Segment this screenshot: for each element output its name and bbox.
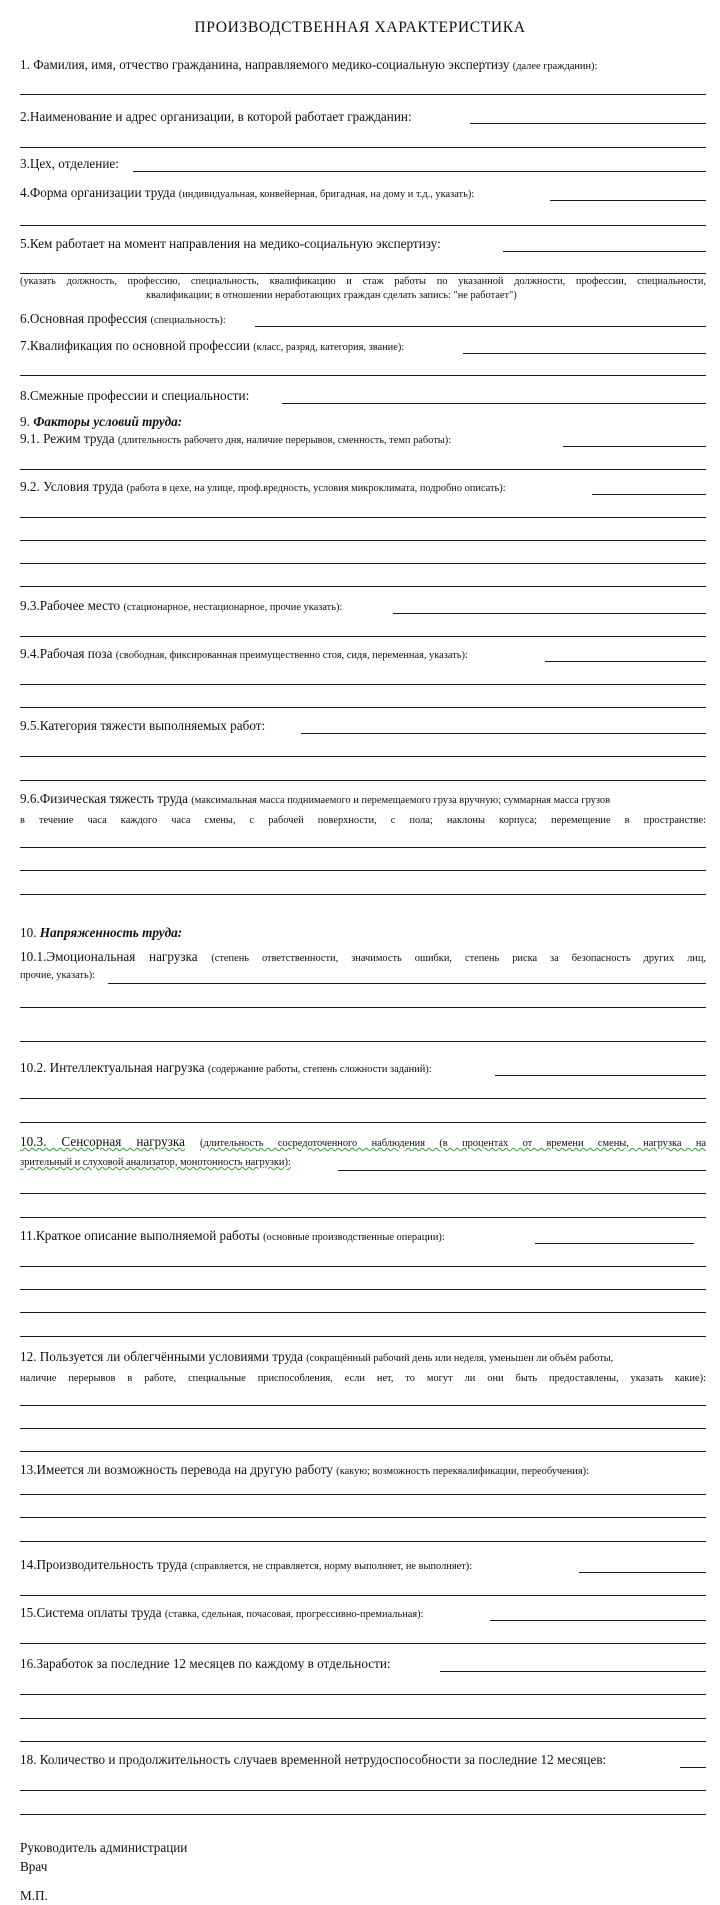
field-11-line-1[interactable] [20, 1266, 706, 1267]
field-11-line-4[interactable] [20, 1336, 706, 1337]
field-14-line[interactable] [20, 1595, 706, 1596]
field-12-line-2[interactable] [20, 1428, 706, 1429]
field-9-2-line-3[interactable] [20, 563, 706, 564]
field-16-line-inline[interactable] [440, 1671, 706, 1672]
field-5-note-1: (указать должность, профессию, специальность, квалификацию и стаж работы по указанной должности, профессии, специальности, [20, 276, 706, 287]
field-8-line-inline[interactable] [282, 403, 706, 404]
field-13-text: 13.Имеется ли возможность перевода на другую работу [20, 1462, 333, 1477]
field-15-text: 15.Система оплаты труда [20, 1605, 162, 1620]
field-10-2-line-inline[interactable] [495, 1075, 706, 1076]
field-9-4-line-inline[interactable] [545, 661, 706, 662]
field-9-3-line[interactable] [20, 636, 706, 637]
signature-doctor-label: Врач [20, 1859, 48, 1874]
field-12-line-1[interactable] [20, 1405, 706, 1406]
field-18-line-1[interactable] [20, 1790, 706, 1791]
field-9-2-line-4[interactable] [20, 586, 706, 587]
field-9-6-line-2[interactable] [20, 870, 706, 871]
field-12-label [20, 1349, 613, 1367]
field-9-6-line-1[interactable] [20, 847, 706, 848]
field-14-note: (справляется, не справляется, норму выполняет, не выполняет): [190, 1561, 473, 1572]
field-10-2-line-1[interactable] [20, 1098, 706, 1099]
signature-head-label: Руководитель администрации [20, 1840, 188, 1855]
field-2-line[interactable] [20, 147, 706, 148]
field-14-label [20, 1557, 472, 1575]
field-1-note: (далее гражданин): [512, 61, 598, 72]
field-9-6-line-3[interactable] [20, 894, 706, 895]
field-4-label [20, 185, 474, 203]
field-12-note-2: наличие перерывов в работе, специальные приспособления, если нет, то могут ли они быть предоставлены, указать какие): [20, 1373, 706, 1384]
field-11-line-2[interactable] [20, 1289, 706, 1290]
field-10-3-note: (длительность сосредоточенного наблюдения (в процентах от времени смены, нагрузка на [200, 1138, 707, 1149]
field-12-text: 12. Пользуется ли облегчёнными условиями труда [20, 1349, 303, 1364]
field-10-3-note-2-text: зрительный и слуховой анализатор, монотонность нагрузки): [20, 1157, 291, 1168]
field-6-text: 6.Основная профессия [20, 311, 148, 326]
field-10-3-line-2[interactable] [20, 1217, 706, 1218]
field-4-line-inline[interactable] [550, 200, 706, 201]
field-10-1-line-1[interactable] [20, 1007, 706, 1008]
field-9-5-line-inline[interactable] [301, 733, 706, 734]
field-15-label [20, 1605, 423, 1623]
field-11-text: 11.Краткое описание выполняемой работы [20, 1228, 260, 1243]
field-9-6-note-2: в течение часа каждого часа смены, с рабочей поверхности, с пола; наклоны корпуса; перемещение в пространстве: [20, 815, 706, 826]
field-10-1-note: (степень ответственности, значимость ошибки, степень риска за безопасность других лиц, [211, 953, 707, 964]
field-5-note-2: квалификации; в отношении неработающих граждан сделать запись: "не работает") [146, 290, 517, 301]
field-12-line-3[interactable] [20, 1451, 706, 1452]
section-9-number: 9. [20, 414, 30, 429]
section-9-title: Факторы условий труда: [33, 414, 183, 429]
field-11-line-3[interactable] [20, 1312, 706, 1313]
field-15-line[interactable] [20, 1643, 706, 1644]
field-7-label [20, 338, 404, 356]
field-10-2-label [20, 1060, 432, 1078]
field-10-3-text: 10.3. Сенсорная нагрузка [20, 1134, 185, 1149]
field-12-note: (сокращённый рабочий день или неделя, уменьшен ли объём работы, [306, 1353, 614, 1364]
field-6-label [20, 311, 226, 329]
field-9-4-label [20, 646, 468, 664]
field-15-note: (ставка, сдельная, почасовая, прогрессивно-премиальная): [164, 1609, 424, 1620]
field-1-line[interactable] [20, 94, 706, 95]
field-6-line-inline[interactable] [255, 326, 706, 327]
field-9-2-line-1[interactable] [20, 517, 706, 518]
field-3-line-inline[interactable] [133, 171, 706, 172]
field-9-4-line-1[interactable] [20, 684, 706, 685]
section-9-heading [20, 414, 182, 430]
field-1-label [20, 57, 597, 75]
field-10-3-label [20, 1134, 706, 1152]
field-16-line-3[interactable] [20, 1741, 706, 1742]
field-9-2-label [20, 479, 506, 497]
field-9-4-line-2[interactable] [20, 707, 706, 708]
field-9-6-text: 9.6.Физическая тяжесть труда [20, 791, 188, 806]
field-9-3-note: (стационарное, нестационарное, прочие указать): [123, 602, 343, 613]
field-10-2-note: (содержание работы, степень сложности заданий): [207, 1064, 432, 1075]
field-9-2-note: (работа в цехе, на улице, проф.вредность, условия микроклимата, подробно описать): [126, 483, 506, 494]
field-7-line[interactable] [20, 375, 706, 376]
field-9-5-line-1[interactable] [20, 756, 706, 757]
field-15-line-inline[interactable] [490, 1620, 706, 1621]
field-9-4-text: 9.4.Рабочая поза [20, 646, 113, 661]
field-10-2-line-2[interactable] [20, 1122, 706, 1123]
field-18-label: 18. Количество и продолжительность случаев временной нетрудоспособности за последние 12 месяцев: [20, 1752, 607, 1767]
field-13-note: (какую; возможность переквалификации, переобучения): [336, 1466, 589, 1477]
field-9-3-label [20, 598, 342, 616]
field-6-note: (специальность): [150, 315, 226, 326]
section-10-number: 10. [20, 925, 37, 940]
document-title: ПРОИЗВОДСТВЕННАЯ ХАРАКТЕРИСТИКА [194, 19, 526, 36]
field-14-line-inline[interactable] [579, 1572, 706, 1573]
field-9-1-note: (длительность рабочего дня, наличие перерывов, сменность, темп работы): [117, 435, 452, 446]
field-5-label: 5.Кем работает на момент направления на медико-социальную экспертизу: [20, 236, 441, 251]
field-10-3-line-inline[interactable] [338, 1170, 706, 1171]
field-10-1-label [20, 949, 706, 967]
field-9-3-line-inline[interactable] [393, 613, 706, 614]
field-4-text: 4.Форма организации труда [20, 185, 176, 200]
field-8-label: 8.Смежные профессии и специальности: [20, 388, 250, 403]
field-9-2-line-2[interactable] [20, 540, 706, 541]
field-9-3-text: 9.3.Рабочее место [20, 598, 121, 613]
field-7-text: 7.Квалификация по основной профессии [20, 338, 250, 353]
field-10-2-text: 10.2. Интеллектуальная нагрузка [20, 1060, 205, 1075]
field-4-note: (индивидуальная, конвейерная, бригадная, на дому и т.д., указать): [178, 189, 475, 200]
field-7-note: (класс, разряд, категория, звание): [253, 342, 405, 353]
field-18-line-inline[interactable] [680, 1767, 706, 1768]
field-11-line-inline[interactable] [535, 1243, 694, 1244]
field-10-1-text: 10.1.Эмоциональная нагрузка [20, 949, 198, 964]
field-16-label: 16.Заработок за последние 12 месяцев по каждому в отдельности: [20, 1656, 391, 1671]
field-9-6-note: (максимальная масса поднимаемого и перемещаемого груза вручную; суммарная масса грузов [191, 795, 610, 806]
field-3-label: 3.Цех, отделение: [20, 156, 119, 171]
field-9-5-line-2[interactable] [20, 780, 706, 781]
field-9-2-text: 9.2. Условия труда [20, 479, 124, 494]
field-9-4-note: (свободная, фиксированная преимущественно стоя, сидя, переменная, указать): [115, 650, 468, 661]
field-9-1-line[interactable] [20, 469, 706, 470]
field-7-line-inline[interactable] [463, 353, 706, 354]
field-2-line-inline[interactable] [470, 123, 706, 124]
field-1-text: 1. Фамилия, имя, отчество гражданина, направляемого медико-социальную экспертизу [20, 57, 510, 72]
field-18-line-2[interactable] [20, 1814, 706, 1815]
field-9-5-label: 9.5.Категория тяжести выполняемых работ: [20, 718, 266, 733]
stamp-label: М.П. [20, 1888, 48, 1903]
field-16-line-2[interactable] [20, 1718, 706, 1719]
field-10-1-note-2: прочие, указать): [20, 970, 96, 981]
field-10-1-line-2[interactable] [20, 1041, 706, 1042]
field-10-3-note-2 [20, 1155, 291, 1171]
field-9-1-label [20, 431, 451, 449]
field-11-label [20, 1228, 445, 1246]
field-14-text: 14.Производительность труда [20, 1557, 188, 1572]
field-13-line-1[interactable] [20, 1494, 706, 1495]
field-9-6-label [20, 791, 610, 809]
field-11-note: (основные производственные операции): [263, 1232, 445, 1243]
field-13-label [20, 1462, 589, 1480]
section-10-title: Напряженность труда: [39, 925, 183, 940]
field-9-1-line-inline[interactable] [563, 446, 706, 447]
field-5-line-inline[interactable] [503, 251, 706, 252]
field-16-line-1[interactable] [20, 1694, 706, 1695]
section-10-heading [20, 925, 182, 941]
field-9-2-line-inline[interactable] [592, 494, 706, 495]
field-10-3-line-1[interactable] [20, 1193, 706, 1194]
field-13-line-3[interactable] [20, 1541, 706, 1542]
field-2-label: 2.Наименование и адрес организации, в которой работает гражданин: [20, 109, 412, 124]
field-13-line-2[interactable] [20, 1517, 706, 1518]
field-9-1-text: 9.1. Режим труда [20, 431, 115, 446]
field-10-1-line-inline[interactable] [108, 983, 706, 984]
field-4-line[interactable] [20, 225, 706, 226]
